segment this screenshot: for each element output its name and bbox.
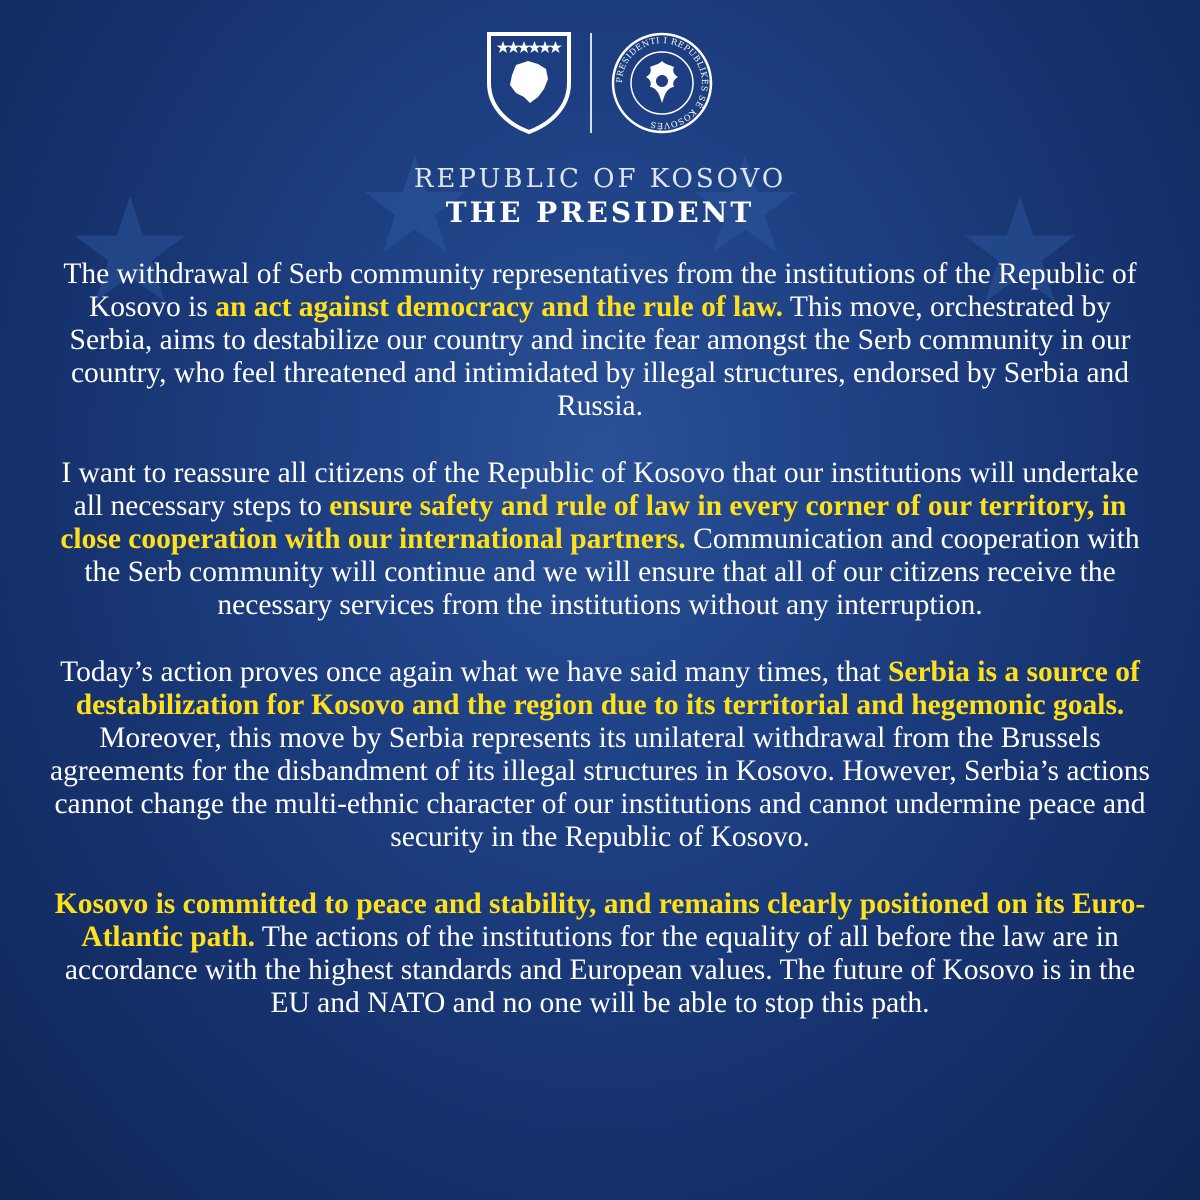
statement-paragraph-3 [44,656,1156,854]
paragraph-text: The withdrawal of Serb community representatives from the institutions of the Republic of Kosovo is [63,258,1137,323]
paragraph-text: The actions of the institutions for the equality of all before the law are in accordance with the highest standards and European values. The future of Kosovo is in the EU and NATO and no one will be able to stop this path. [64,921,1136,1019]
highlighted-text: an act against democracy and the rule of law. [215,291,784,323]
highlighted-text: Kosovo is committed to peace and stability, and remains clearly positioned on its Euro-Atlantic path. [54,888,1146,953]
kosovo-coat-of-arms-icon [486,31,572,135]
paragraph-text: I want to reassure all citizens of the Republic of Kosovo that our institutions will undertake all necessary steps to [61,457,1139,522]
highlighted-text: ensure safety and rule of law in every corner of our territory, in close cooperation with our international partners. [60,490,1127,555]
paragraph-text: Moreover, this move by Serbia represents its unilateral withdrawal from the Brussels agreements for the disbandment of its illegal structures in Kosovo. However, Serbia’s actions cannot change the multi-ethnic character of our institutions and cannot undermine peace and security in the Republic of Kosovo. [50,722,1150,853]
statement-paragraph-2 [44,457,1156,622]
paragraph-text: This move, orchestrated by Serbia, aims to destabilize our country and incite fear amongst the Serb community in our country, who feel threatened and intimidated by illegal structures, endorsed by Serbia and Russia. [69,291,1131,422]
emblem-divider [590,33,592,133]
presidential-seal-icon [610,31,714,135]
statement-paragraph-1 [44,258,1156,423]
statement-paragraph-4 [44,888,1156,1020]
highlighted-text: Serbia is a source of destabilization for Kosovo and the region due to its territorial and hegemonic goals. [75,656,1140,721]
statement-body [44,258,1156,1054]
seal-text: PRESIDENTI I REPUBLIKËS SË KOSOVËS [613,34,711,132]
paragraph-text: Communication and cooperation with the Serb community will continue and we will ensure that all of our citizens receive the necessary services from the institutions without any interruption. [84,523,1140,621]
emblems [0,28,1200,138]
office-title: THE PRESIDENT [445,196,755,229]
country-name: REPUBLIC OF KOSOVO [413,164,787,194]
paragraph-text: Today’s action proves once again what we have said many times, that [60,656,888,688]
header [0,28,1200,229]
